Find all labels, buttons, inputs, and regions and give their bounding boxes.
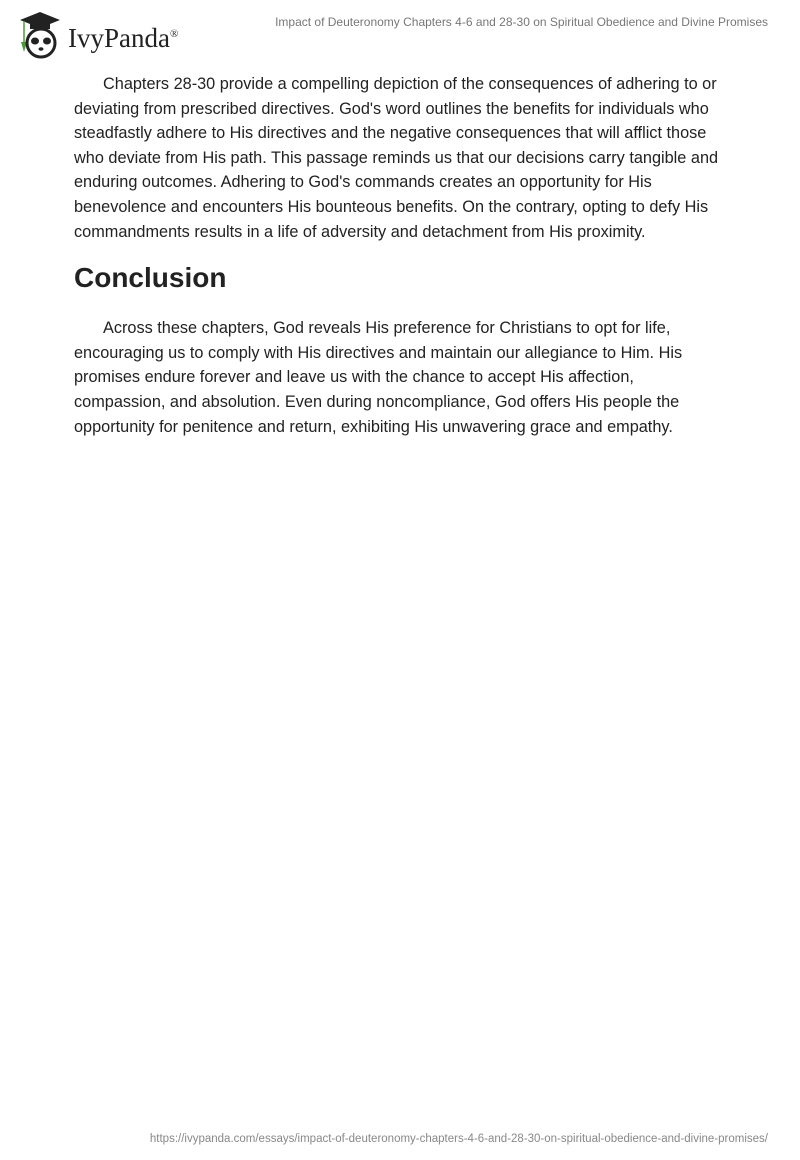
ivypanda-logo[interactable] xyxy=(18,10,178,60)
body-paragraph: Across these chapters, God reveals His preference for Christians to opt for life, encouraging us to comply with His directives and maintain our allegiance to Him. His promises endure forever and leave us with the chance to accept His affection, compassion, and absolution. Even during noncompliance, God offers His people the opportunity for penitence and return, exhibiting His unwavering grace and empathy. xyxy=(74,319,683,436)
document-title: Impact of Deuteronomy Chapters 4-6 and 28-30 on Spiritual Obedience and Divine Promises xyxy=(275,15,768,29)
section-heading: Conclusion xyxy=(74,262,227,294)
body-paragraph: Chapters 28-30 provide a compelling depiction of the consequences of adhering to or deviating from prescribed directives. God's word outlines the benefits for individuals who steadfastly adhere to His directives and the negative consequences that will afflict those who deviate from His path. This passage reminds us that our decisions carry tangible and enduring outcomes. Adhering to God's commands creates an opportunity for His benevolence and encounters His bounteous benefits. On the contrary, opting to defy His commandments results in a life of adversity and detachment from His proximity. xyxy=(74,75,719,241)
panda-graduate-icon xyxy=(18,10,62,60)
essay-content xyxy=(74,72,724,439)
logo-text: IvyPanda xyxy=(68,22,170,53)
registered-mark: ® xyxy=(169,27,179,40)
source-url-link[interactable]: https://ivypanda.com/essays/impact-of-deuteronomy-chapters-4-6-and-28-30-on-spiritual-obedience-and-divine-promises/ xyxy=(149,1133,768,1145)
